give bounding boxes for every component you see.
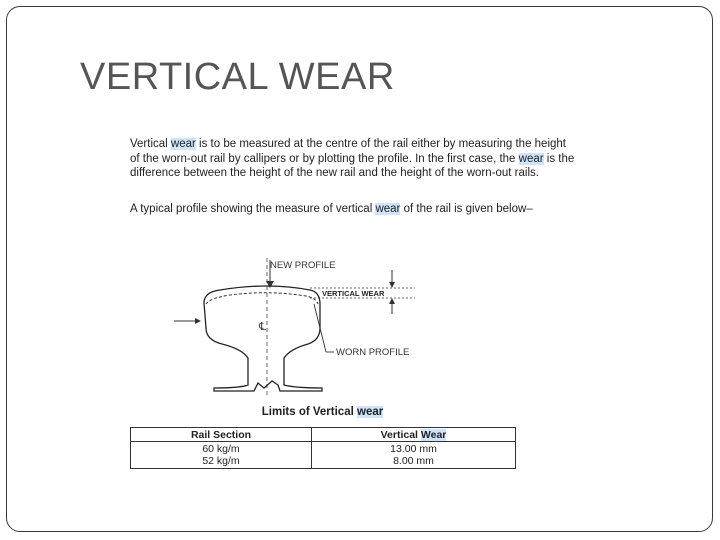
paragraph1-highlight-wear-2: wear (518, 152, 544, 165)
paragraph1-highlight-wear-1: wear (170, 138, 196, 150)
caption-highlight-wear: wear (357, 406, 384, 418)
vertical-wear-52: 8.00 mm (393, 455, 434, 467)
header-rail-section: Rail Section (131, 428, 312, 442)
table-caption (130, 406, 515, 418)
wear-limits-table (130, 427, 516, 469)
paragraph-vertical-wear-definition (130, 137, 575, 181)
paragraph1-part5: is the difference between the height of the new rail and the height of the worn-out rails. (130, 152, 575, 179)
paragraph2-part1: A typical profile showing the measure of vertical (130, 203, 376, 215)
rail-section-52: 52 kg/m (202, 455, 240, 467)
rail-section-60: 60 kg/m (202, 443, 240, 455)
rail-worn-profile (206, 293, 318, 304)
header-vertical-wear (312, 428, 516, 442)
worn-profile-label: WORN PROFILE (336, 347, 410, 358)
caption-text: Limits of Vertical (261, 406, 357, 418)
paragraph2-part3: of the rail is given below– (400, 203, 533, 215)
header-vertical-wear-prefix: Vertical (380, 428, 421, 441)
paragraph1-part1: Vertical (130, 138, 171, 150)
vertical-wear-arrowhead-lower (389, 298, 395, 304)
rail-section-cell (131, 442, 312, 469)
vertical-wear-arrowhead-upper (389, 282, 395, 288)
gauge-face-arrowhead (195, 318, 201, 324)
rail-wear-diagram (160, 248, 450, 398)
table-row (131, 442, 516, 469)
new-profile-label: NEW PROFILE (270, 260, 336, 271)
rail-new-profile-outline (204, 286, 322, 391)
header-vertical-wear-highlight: Wear (420, 428, 447, 441)
slide-title: VERTICAL WEAR (80, 56, 395, 98)
paragraph2-highlight-wear: wear (375, 203, 401, 215)
centerline-symbol: ℄ (259, 320, 267, 333)
vertical-wear-60: 13.00 mm (390, 443, 437, 455)
vertical-wear-cell (312, 442, 516, 469)
paragraph-typical-profile (130, 202, 575, 217)
paragraph1-part3: is to be measured at the centre of the rail either by measuring the height of the worn-out rail by callipers or by plotting the profile. In the first case, the (130, 138, 566, 165)
vertical-wear-label: VERTICAL WEAR (322, 289, 385, 298)
table-header-row (131, 428, 516, 442)
